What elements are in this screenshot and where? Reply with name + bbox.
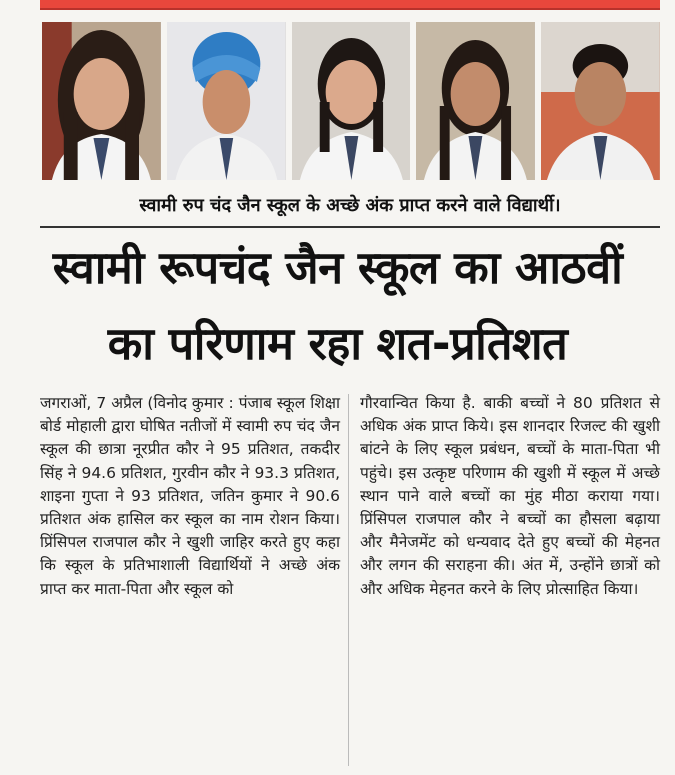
student-photo-4 <box>416 22 535 180</box>
student-photo-3 <box>292 22 411 180</box>
photo-caption: स्वामी रुप चंद जैन स्कूल के अच्छे अंक प्राप्त करने वाले विद्यार्थी। <box>40 184 660 228</box>
article-column-2: गौरवान्वित किया है. बाकी बच्चों ने 80 प्रतिशत से अधिक अंक प्राप्त किये। इस शानदार रिजल्ट की खुशी बांटने के लिए स्कूल प्रबंधन, बच्चों के माता-पिता भी पहुंचे। इस उत्कृष्ट परिणाम की खुशी में स्कूल में अच्छे स्थान पाने वाले बच्चों का मुंह मीठा कराया गया। प्रिंसिपल राजपाल कौर ने बच्चों का हौसला बढ़ाया और मैनेजमेंट को धन्यवाद देते हुए बच्चों की मेहनत और लगन की सराहना की। अंत में, उन्होंने छात्रों को और अधिक मेहनत करने के लिए प्रोत्साहित किया। <box>360 394 660 598</box>
student-photo-2 <box>167 22 286 180</box>
student-photo-5 <box>541 22 660 180</box>
article-column-1: जगराओं, 7 अप्रैल (विनोद कुमार : पंजाब स्कूल शिक्षा बोर्ड मोहाली द्वारा घोषित नतीजों में स्वामी रुप चंद जैन स्कूल की छात्रा नूरप्रीत कौर ने 95 प्रतिशत, तकदीर सिंह ने 94.6 प्रतिशत, गुरवीन कौर ने 93.3 प्रतिशत, शाइना गुप्ता ने 93 प्रतिशत, जतिन कुमार ने 90.6 प्रतिशत अंक हासिल कर स्कूल का नाम रोशन किया। प्रिंसिपल राजपाल कौर ने खुशी जाहिर करते हुए कहा कि स्कूल के प्रतिभाशाली विद्यार्थियों ने अच्छे अंक प्राप्त कर माता-पिता और स्कूल को <box>40 394 340 598</box>
headline-line-2: का परिणाम रहा शत-प्रतिशत <box>107 317 568 370</box>
top-red-rule <box>40 0 660 10</box>
student-photo-strip <box>42 22 660 180</box>
headline-line-1: स्वामी रूपचंद जैन स्कूल का आठवीं <box>52 241 623 294</box>
student-photo-1 <box>42 22 161 180</box>
column-divider <box>348 394 349 766</box>
